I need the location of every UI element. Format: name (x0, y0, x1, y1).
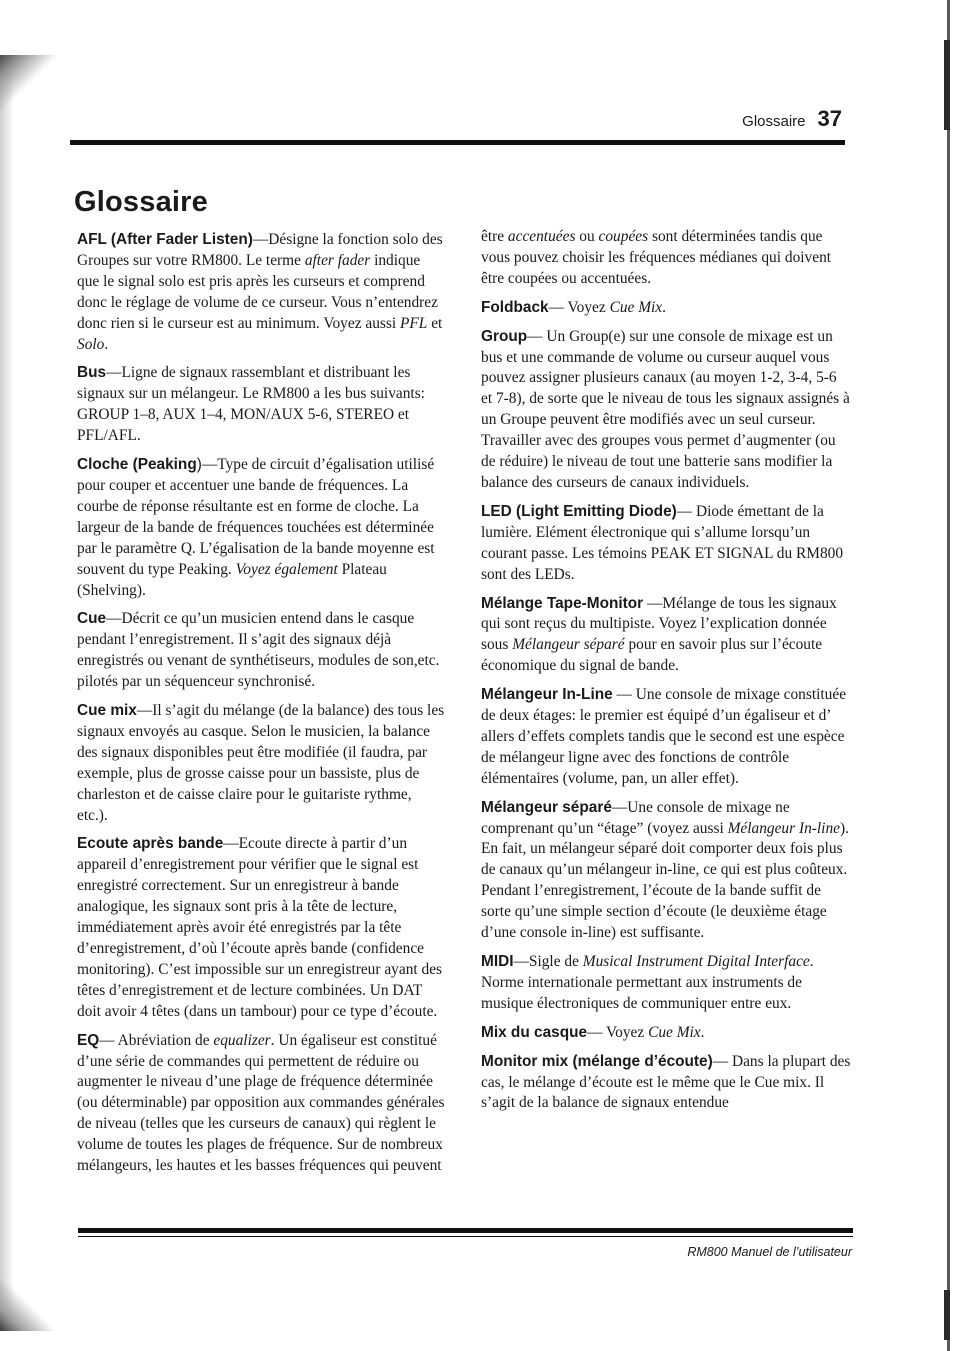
definition-text: ou (575, 228, 599, 245)
scan-mark (944, 40, 950, 130)
definition-italic: accentuées (507, 228, 576, 245)
glossary-term: Mélange Tape-Monitor (481, 594, 644, 612)
right-column (481, 227, 851, 1122)
definition-text: . (662, 298, 666, 316)
definition-italic: Mélangeur séparé (512, 636, 625, 654)
glossary-entry-group (481, 327, 851, 494)
definition-text: —Décrit ce qu’un musicien entend dans le casque pendant l’enregistrement. Il s’agit des signaux déjà enregistrés ou venant de synthétiseurs, modules de son,etc. pilotés par un séquenceur synchronisé. (77, 610, 440, 691)
glossary-term: Ecoute après bande (77, 835, 224, 853)
glossary-entry-tape-monitor (481, 594, 851, 678)
glossary-term: Mélangeur séparé (481, 798, 612, 816)
glossary-term: MIDI (481, 953, 514, 970)
definition-text: . Un égaliseur est constitué d’une série de commandes qui permettent de réduire ou augmenter le niveau d’une plage de fréquence déterminée (ou déterminable) par opposition aux commandes générales de niveau (telles que les curseurs de canaux) qui règlent le volume de toutes les plages de fréquence. Sur de nombreux mélangeurs, les hautes et les basses fréquences qui peuvent (77, 1031, 445, 1175)
page-title: Glossaire (74, 186, 208, 218)
glossary-entry-midi (481, 952, 851, 1015)
definition-italic: Voyez également (235, 560, 338, 578)
definition-text: être (481, 228, 508, 245)
glossary-term: Bus (77, 364, 107, 382)
glossary-term: Cloche (Peaking (77, 456, 197, 474)
glossary-term: Foldback (481, 298, 549, 316)
glossary-term: Group (481, 327, 528, 345)
scan-mark (944, 1290, 950, 1340)
glossary-term: Mix du casque (481, 1023, 588, 1041)
glossary-term: AFL (After Fader Listen) (77, 231, 253, 248)
glossary-entry-led (481, 502, 851, 586)
glossary-term: EQ (77, 1031, 100, 1049)
glossary-entry-monitor-mix (481, 1052, 851, 1115)
glossary-entry-bus (77, 363, 445, 447)
definition-text: ). En fait, un mélangeur séparé doit comporter deux fois plus de canaux qu’un mélangeur in-line, ce qui est plus coûteux. Pendant l’enregistrement, l’écoute de la bande suffit de sorte qu’une simple section d’écoute (le deuxième étage d’une console in-line) est suffisante. (481, 819, 849, 942)
left-column (77, 230, 445, 1185)
definition-italic: after fader (304, 251, 371, 269)
glossary-entry-cloche (77, 455, 445, 601)
glossary-term: Cue mix (77, 702, 137, 720)
glossary-entry-melangeur-separe (481, 798, 851, 944)
definition-text: . Norme internationale permettant aux instruments de musique électroniques de communiquer entre eux. (481, 953, 814, 1012)
definition-text: —Type de circuit d’égalisation utilisé pour couper et accentuer une bande de fréquences. La courbe de réponse résultante est en forme de cloche. La largeur de la bande de fréquences touchées est déterminée par le paramètre Q. L’égalisation de la bande moyenne est souvent du type Peaking. (77, 456, 435, 578)
glossary-term: Cue (77, 610, 107, 628)
scan-edge-left (0, 60, 14, 1330)
glossary-entry-in-line (481, 685, 851, 790)
definition-italic: Mélangeur In-line (727, 819, 840, 837)
definition-text: —Mélange de tous les signaux qui sont reçus du multipiste. Voyez l’explication donnée sous (481, 594, 837, 654)
definition-text: —Ecoute directe à partir d’un appareil d’enregistrement pour vérifier que le signal est enregistré correctement. Sur un enregistreur à bande analogique, les signaux sont pris à la tête de lecture, immédiatement après avoir été enregistrés par la tête d’enregistrement, d’où l’écoute après bande (confidence monitoring). C’est impossible sur un enregistreur ayant des têtes d’enregistrement et de lecture combinées. Un DAT doit avoir 4 têtes (dans un tambour) pour ce type d’écoute. (77, 835, 443, 1020)
glossary-entry-foldback (481, 298, 851, 319)
definition-italic: coupées (598, 228, 649, 245)
definition-text: — Abréviation de (99, 1031, 214, 1049)
definition-text: — Dans la plupart des cas, le mélange d’écoute est le même que le Cue mix. Il s’agit de la balance de signaux entendue (481, 1052, 851, 1112)
page-number: 37 (817, 106, 842, 131)
definition-text: —Ligne de signaux rassemblant et distribuant les signaux sur un mélangeur. Le RM800 a les bus suivants: GROUP 1–8, AUX 1–4, MON/AUX 5-6, STEREO et PFL/AFL. (77, 364, 425, 445)
running-head-title: Glossaire (742, 113, 806, 130)
glossary-entry-ecoute-apres-bande (77, 834, 445, 1022)
bottom-rule (78, 1228, 853, 1233)
glossary-term: Monitor mix (mélange d’écoute) (481, 1052, 713, 1070)
definition-text: et (427, 314, 443, 332)
definition-italic: Solo (77, 335, 105, 353)
definition-text: —Une console de mixage ne comprenant qu’un “étage” (voyez aussi (481, 798, 790, 837)
scan-edge-right (947, 0, 950, 1351)
glossary-entry-eq (77, 1031, 445, 1177)
glossary-entry-cue-mix (77, 701, 445, 826)
definition-text: —Désigne la fonction solo des Groupes sur votre RM800. Le terme (77, 231, 443, 269)
definition-italic: Cue Mix (609, 298, 663, 316)
top-rule (70, 140, 845, 145)
glossary-term: LED (Light Emitting Diode) (481, 502, 677, 520)
definition-text: — Voyez (548, 298, 610, 316)
definition-text: sont déterminées tandis que vous pouvez choisir les fréquences médianes qui doivent être coupées ou accentuées. (481, 228, 832, 287)
glossary-entry-cue (77, 609, 445, 693)
definition-text: — Diode émettant de la lumière. Elément électronique qui s’allume lorsqu’un courant passe. Les témoins PEAK ET SIGNAL du RM800 sont des LEDs. (481, 502, 844, 583)
definition-text: indique que le signal solo est pris après les curseurs et comprend donc le réglage de volume de ce curseur. Vous n’entendrez donc rien si le curseur est au minimum. Voyez aussi (77, 251, 438, 332)
definition-text: — Une console de mixage constituée de deux étages: le premier est équipé d’un égaliseur et d’ allers d’effets complets tandis que le second est une espèce de mélangeur ligne avec des fonctions de contrôle élémentaires (volume, pan, un aller effet). (481, 686, 847, 787)
definition-text: —Il s’agit du mélange (de la balance) des tous les signaux envoyés au casque. Selon le musicien, la balance des signaux disponibles peut être modifiée (il faudra, par exemple, plus de grosse caisse pour un bassiste, plus de charleston et de caisse claire pour le guitariste rythme, etc.). (77, 702, 445, 824)
glossary-entry-afl (77, 230, 445, 355)
definition-italic: Musical Instrument Digital Interface (582, 953, 810, 970)
bottom-rule-thin (78, 1236, 853, 1237)
footer-manual-title: RM800 Manuel de l’utilisateur (687, 1245, 852, 1259)
definition-italic: equalizer (213, 1031, 271, 1049)
definition-text: —Sigle de (513, 953, 583, 970)
glossary-entry-mix-du-casque (481, 1023, 851, 1044)
glossary-term: Mélangeur In-Line (481, 686, 613, 704)
glossary-term-suffix: ) (196, 456, 202, 474)
definition-text: pour en savoir plus sur l’écoute économique du signal de bande. (481, 636, 823, 675)
definition-text: . (700, 1023, 705, 1041)
definition-text: . (104, 335, 109, 353)
definition-text: — Un Group(e) sur une console de mixage est un bus et une commande de volume ou curseur auquel vous pouvez assigner plusieurs canaux (au moyen 1-2, 3-4, 5-6 et 7-8), de sorte que le niveau de tous les signaux assignés à un Groupe peuvent être modifiés avec un seul curseur. Travailler avec des groupes vous permet d’augmenter (ou de réduire) le niveau de tout une batterie sans modifier la balance des curseurs de canaux individuels. (481, 327, 850, 491)
scan-shadow-bottom-left (0, 1275, 70, 1331)
definition-text: Plateau (Shelving). (77, 560, 387, 599)
definition-text: — Voyez (587, 1023, 649, 1041)
definition-italic: Cue Mix (648, 1023, 701, 1041)
scan-shadow-top-left (0, 55, 70, 115)
definition-italic: PFL (400, 314, 428, 332)
glossary-entry-eq-continued (481, 227, 851, 290)
running-head (742, 106, 842, 132)
